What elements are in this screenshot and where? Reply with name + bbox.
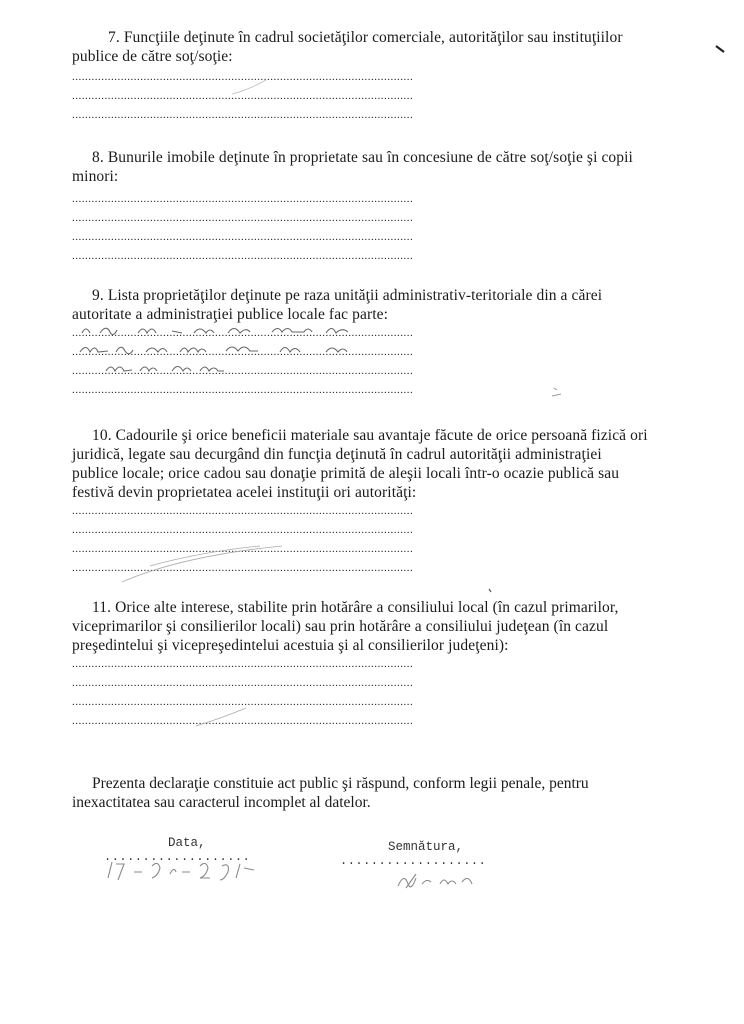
scan-mark bbox=[230, 78, 270, 98]
entry-line-handwritten[interactable] bbox=[72, 362, 412, 381]
section-10-number: 10. bbox=[92, 427, 112, 444]
entry-line-handwritten[interactable] bbox=[72, 343, 412, 362]
signature-label: Semnătura, bbox=[388, 840, 464, 854]
section-8-text bbox=[72, 148, 652, 186]
signature-field[interactable]: ................... bbox=[340, 854, 487, 868]
date-field[interactable]: ................... bbox=[104, 850, 251, 864]
section-11-entries bbox=[72, 655, 652, 731]
section-8-entries bbox=[72, 190, 652, 266]
section-9-text bbox=[72, 286, 652, 324]
section-10-text bbox=[72, 426, 652, 502]
entry-line[interactable] bbox=[72, 674, 412, 693]
section-11-text bbox=[72, 598, 652, 655]
section-11 bbox=[72, 598, 652, 731]
section-7-body: Funcţiile deţinute în cadrul societăţilor comerciale, autorităţilor sau instituţiilor publice de către soţ/soţie: bbox=[72, 29, 623, 65]
section-9 bbox=[72, 286, 652, 400]
entry-line[interactable] bbox=[72, 190, 412, 209]
entry-line[interactable] bbox=[72, 655, 412, 674]
entry-line[interactable] bbox=[72, 381, 412, 400]
section-7-entries bbox=[72, 68, 652, 125]
scan-mark bbox=[194, 704, 254, 730]
entry-line[interactable] bbox=[72, 228, 412, 247]
section-11-body: Orice alte interese, stabilite prin hotărâre a consiliului local (în cazul primarilor, viceprimarilor şi consilierilor locali) sau prin hotărâre a consiliului judeţean (în cazul preşedintelui şi vicepreşedintelui acestuia şi al consilierilor judeţeni): bbox=[72, 599, 619, 654]
section-8-number: 8. bbox=[92, 149, 104, 166]
scan-mark bbox=[120, 536, 290, 586]
date-label: Data, bbox=[168, 836, 206, 850]
section-8-body: Bunurile imobile deţinute în proprietate sau în concesiune de către soţ/soţie şi copii minori: bbox=[72, 149, 633, 185]
entry-line-handwritten[interactable] bbox=[72, 324, 412, 343]
section-9-body: Lista proprietăţilor deţinute pe raza unităţii administrativ-teritoriale din a cărei autoritate a administraţiei publice locale fac parte: bbox=[72, 287, 603, 323]
handwritten-signature bbox=[392, 866, 492, 894]
scan-mark bbox=[714, 44, 728, 56]
entry-line[interactable] bbox=[72, 106, 412, 125]
legal-statement: Prezenta declaraţie constituie act public şi răspund, conform legii penale, pentru inexactitatea sau caracterul incomplet al datelor. bbox=[72, 775, 589, 811]
entry-line[interactable] bbox=[72, 502, 412, 521]
section-7-text bbox=[72, 28, 652, 66]
section-9-number: 9. bbox=[92, 287, 104, 304]
scan-mark bbox=[550, 384, 566, 400]
handwriting-scribble bbox=[76, 343, 406, 358]
section-8 bbox=[72, 148, 652, 266]
scan-mark bbox=[486, 586, 496, 596]
section-11-number: 11. bbox=[92, 599, 112, 616]
entry-line[interactable] bbox=[72, 247, 412, 266]
section-7 bbox=[72, 28, 652, 125]
handwriting-scribble bbox=[76, 324, 406, 339]
entry-line[interactable] bbox=[72, 209, 412, 228]
section-7-number: 7. bbox=[108, 29, 120, 46]
handwriting-scribble bbox=[76, 362, 406, 377]
handwritten-date bbox=[104, 858, 284, 884]
section-10-body: Cadourile şi orice beneficii materiale sau avantaje făcute de orice persoană fizică ori juridică, legate sau decurgând din funcţia deţinută în cadrul autorităţii administraţiei publice locale; orice cadou sau donaţie primită de aleşii locali într-o ocazie publică sau festivă devin proprietatea acelei instituţii ori autorităţi: bbox=[72, 427, 648, 501]
